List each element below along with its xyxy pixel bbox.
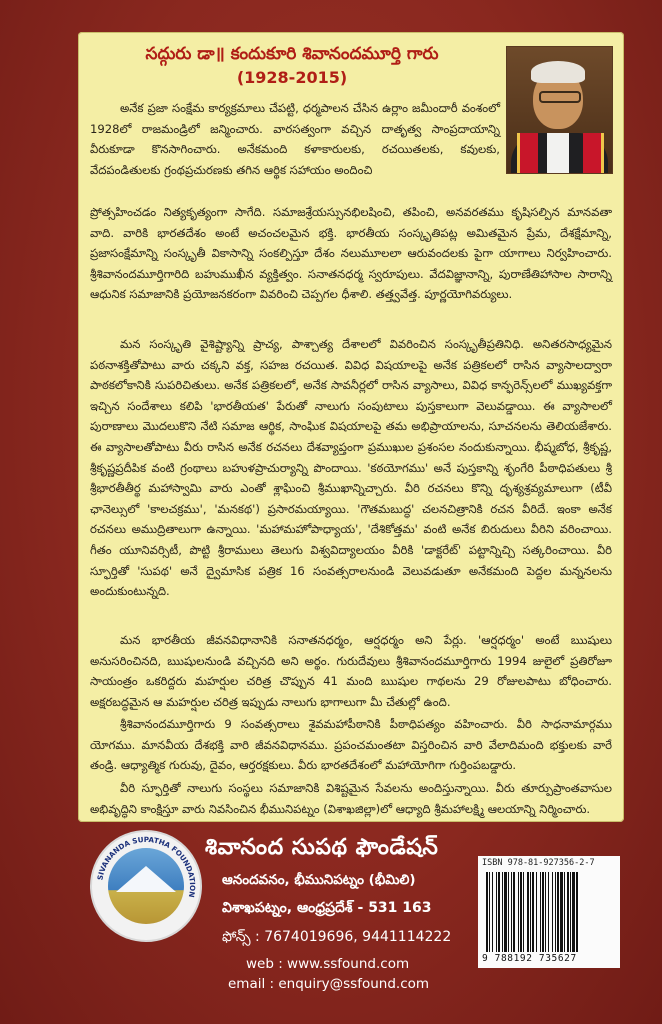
isbn-label: ISBN 978-81-927356-2-7: [482, 858, 595, 868]
foundation-name: శివానంద సుపథ ఫౌండేషన్: [205, 835, 439, 860]
biography-panel: [78, 32, 624, 822]
barcode-bars: [484, 872, 614, 952]
biography-paragraph-3: మన భారతీయ జీవనవిధానానికి సనాతనధర్మం, ఆర్షధర్మం అని పేర్లు. 'ఆర్షధర్మం' అంటే ఋషులు అనుసరించినది, ఋషులనుండి వచ్చినది అని అర్థం. గురుదేవులు శ్రీశివానందమూర్తిగారు 1994 జులైలో ప్రతిరోజూ సాయంత్రం ఒకరిద్దరు మహర్షుల చరిత్ర చొప్పున 41 మంది ఋషుల గాథలను 29 రోజులపాటు బోధించారు. అక్షరబద్ధమైన ఆ మహర్షుల చరిత్ర ఇప్పుడు నాలుగు భాగాలుగా మీ చేతుల్లో ఉంది.: [90, 633, 612, 709]
author-photo: [506, 46, 613, 174]
address-line-1: ఆనందవనం, భీమునిపట్నం (భీమిలి): [222, 872, 416, 888]
biography-paragraph-2: మన సంస్కృతి వైశిష్ట్యాన్ని ప్రాచ్య, పాశ్చాత్య దేశాలలో వివరించిన సంస్కృతీప్రతినిధి. అనితరసాధ్యమైన పఠనాశక్తితోపాటు వారు చక్కని వక్త, సహజ రచయిత. వివిధ విషయాలపై అనేక పత్రికలలో రాసిన వ్యాసాలద్వారా పాఠకలోకానికి సుపరిచితులు. అనేక పత్రికలలో, అనేక సావనీర్లలో రాసిన వ్యాసాలు, వివిధ కాన్ఫరెన్స్‌లలో ముఖ్యవక్తగా ఇచ్చిన సందేశాలు కలిపి 'భారతీయత' పేరుతో నాలుగు సంపుటాలు పుస్తకాలుగా వెలువడ్డాయి. ఈ వ్యాసాలలో పురాణాలు మొదలుకొని నేటి సమాజ ఆర్థిక, సాంఘిక విషయాలపై తమ అభిప్రాయాలను, సూచనలను తెలియజేశారు. ఈ వ్యాసాలతోపాటు వీరు రాసిన అనేక రచనలు దేశవ్యాప్తంగా ప్రముఖుల ప్రశంసల నందుకున్నాయి. భీష్మబోధ, శ్రీకృష్ణ, శ్రీకృష్ణప్రదీపిక వంటి గ్రంథాలు బహుళప్రాచుర్యాన్ని పొందాయి. 'కఠయోగము' అనే పుస్తకాన్ని శృంగేరి పీఠాధిపతులు శ్రీ శ్రీభారతీతీర్థ మహాస్వామి వారు ఎంతో శ్లాఘించి శ్రీముఖాన్నిచ్చారు. వీరి రచనలు కొన్ని దృశ్యశ్రవ్యమాలుగా (టీవీ ఛానెల్సులో 'కాలచక్రము', 'మనకథ') ప్రసారమయ్యాయి. 'గౌతమబుద్ధ' చలనచిత్రానికి రచన వీరిదే. ఇంకా అనేక రచనలు అముద్రితాలుగా ఉన్నాయి. 'మహామహోపాధ్యాయ', 'దేశికోత్తమ' వంటి అనేక బిరుదులు వీరిని వరించాయి. గీతం యూనివర్సిటీ, పొట్టి శ్రీరాములు తెలుగు విశ్వవిద్యాలయం వీరికి 'డాక్టరేట్' పట్టాన్నిచ్చి సత్కరించాయి. వీరి స్ఫూర్తితో 'సుపథ' అనే ద్వైమాసిక పత్రిక 16 సంవత్సరాలనుండి వెలువడుతూ అనేకమంది పెద్దల మన్ననలను అందుకుంటున్నది.: [90, 337, 612, 599]
address-line-2: విశాఖపట్నం, ఆంధ్రప్రదేశ్ - 531 163: [222, 900, 432, 916]
biography-years: (1928-2015): [236, 68, 348, 87]
biography-paragraph-1-continued: ప్రోత్సహించడం నిత్యకృత్యంగా సాగేది. సమాజశ్రేయస్సునభిలషించి, తపించి, అనవరతము కృషిసల్పిన మానవతా వాది. వారికి భారతదేశం అంటే అచంచలమైన భక్తి. భారతీయ సంస్కృతిపట్ల అమితమైన ప్రేమ, దేశక్షేమాన్ని, ప్రజాసంక్షేమాన్ని సంస్కృతీ వికాసాన్ని సంకల్పిస్తూ దేశం నలుమూలలా ఆరువందలకు పైగా యాగాలు నిర్వహించారు. శ్రీశివానందమూర్తిగారిది బహుముఖీన వ్యక్తిత్వం. సనాతనధర్మ స్వరూపులు. వేదవిజ్ఞానాన్ని, పురాణేతిహాసాల సారాన్ని ఆధునిక సమాజానికి ప్రయోజనకరంగా వివరించి చెప్పగల ధీశాలి. తత్త్వవేత్త. పూర్ణయోగివర్యులు.: [90, 205, 612, 302]
biography-paragraph-5: వీరి స్ఫూర్తితో నాలుగు సంస్థలు సమాజానికి విశిష్టమైన సేవలను అందిస్తున్నాయి. వీరు తూర్పుప్రాంతవాసుల అభివృద్ధిని కాంక్షిస్తూ వారు నివసించిన భీమునిపట్నం (విశాఖజిల్లా)లో ఆధ్యాది శ్రీమహాలక్ష్మి ఆలయాన్ని నిర్మించారు.: [90, 781, 612, 816]
logo-ring-text: SIVANANDA SUPATHA FOUNDATION: [95, 834, 198, 899]
biography-paragraph-1: అనేక ప్రజా సంక్షేమ కార్యక్రమాలు చేపట్టి, ధర్మపాలన చేసిన ఉర్లాం జమీందారీ వంశంలో 1928లో రాజమండ్రిలో జన్మించారు. వారసత్వంగా వచ్చిన దాతృత్వ సాంప్రదాయాన్ని వీరుకూడా కొనసాగించారు. అనేకమంది కళాకారులకు, రచయితలకు, కవులకు, వేదపండితులకు గ్రంథప్రచురణకు తగిన ఆర్థిక సహాయం అందించి: [90, 101, 500, 177]
logo-mountain-emblem: [108, 848, 184, 924]
website-link[interactable]: web : www.ssfound.com: [246, 956, 410, 972]
phone-numbers: ఫోన్స్ : 7674019696, 9441114222: [222, 929, 452, 945]
biography-title: సద్గురు డా॥ కందుకూరి శివానందమూర్తి గారు: [145, 44, 439, 64]
foundation-logo: [90, 830, 202, 942]
barcode-number: 9 788192 735627: [482, 953, 577, 964]
email-link[interactable]: email : enquiry@ssfound.com: [228, 976, 430, 992]
isbn-barcode: [478, 856, 620, 968]
biography-paragraph-4: శ్రీశివానందమూర్తిగారు 9 సంవత్సరాలు శైవమహాపీఠానికి పీఠాధిపత్యం వహించారు. వీరి సాధనామార్గము యోగము. మానవీయ దేశభక్తి వారి జీవనవిధానము. ప్రపంచమంతటా విస్తరించిన వారి వేలాదిమంది భక్తులకు వారే తండ్రి. ఆధ్యాత్మిక గురువు, దైవం, ఆర్తరక్షకులు. వీరు భారతదేశంలో మహాయోగిగా గుర్తింపబడ్డారు.: [90, 717, 612, 773]
